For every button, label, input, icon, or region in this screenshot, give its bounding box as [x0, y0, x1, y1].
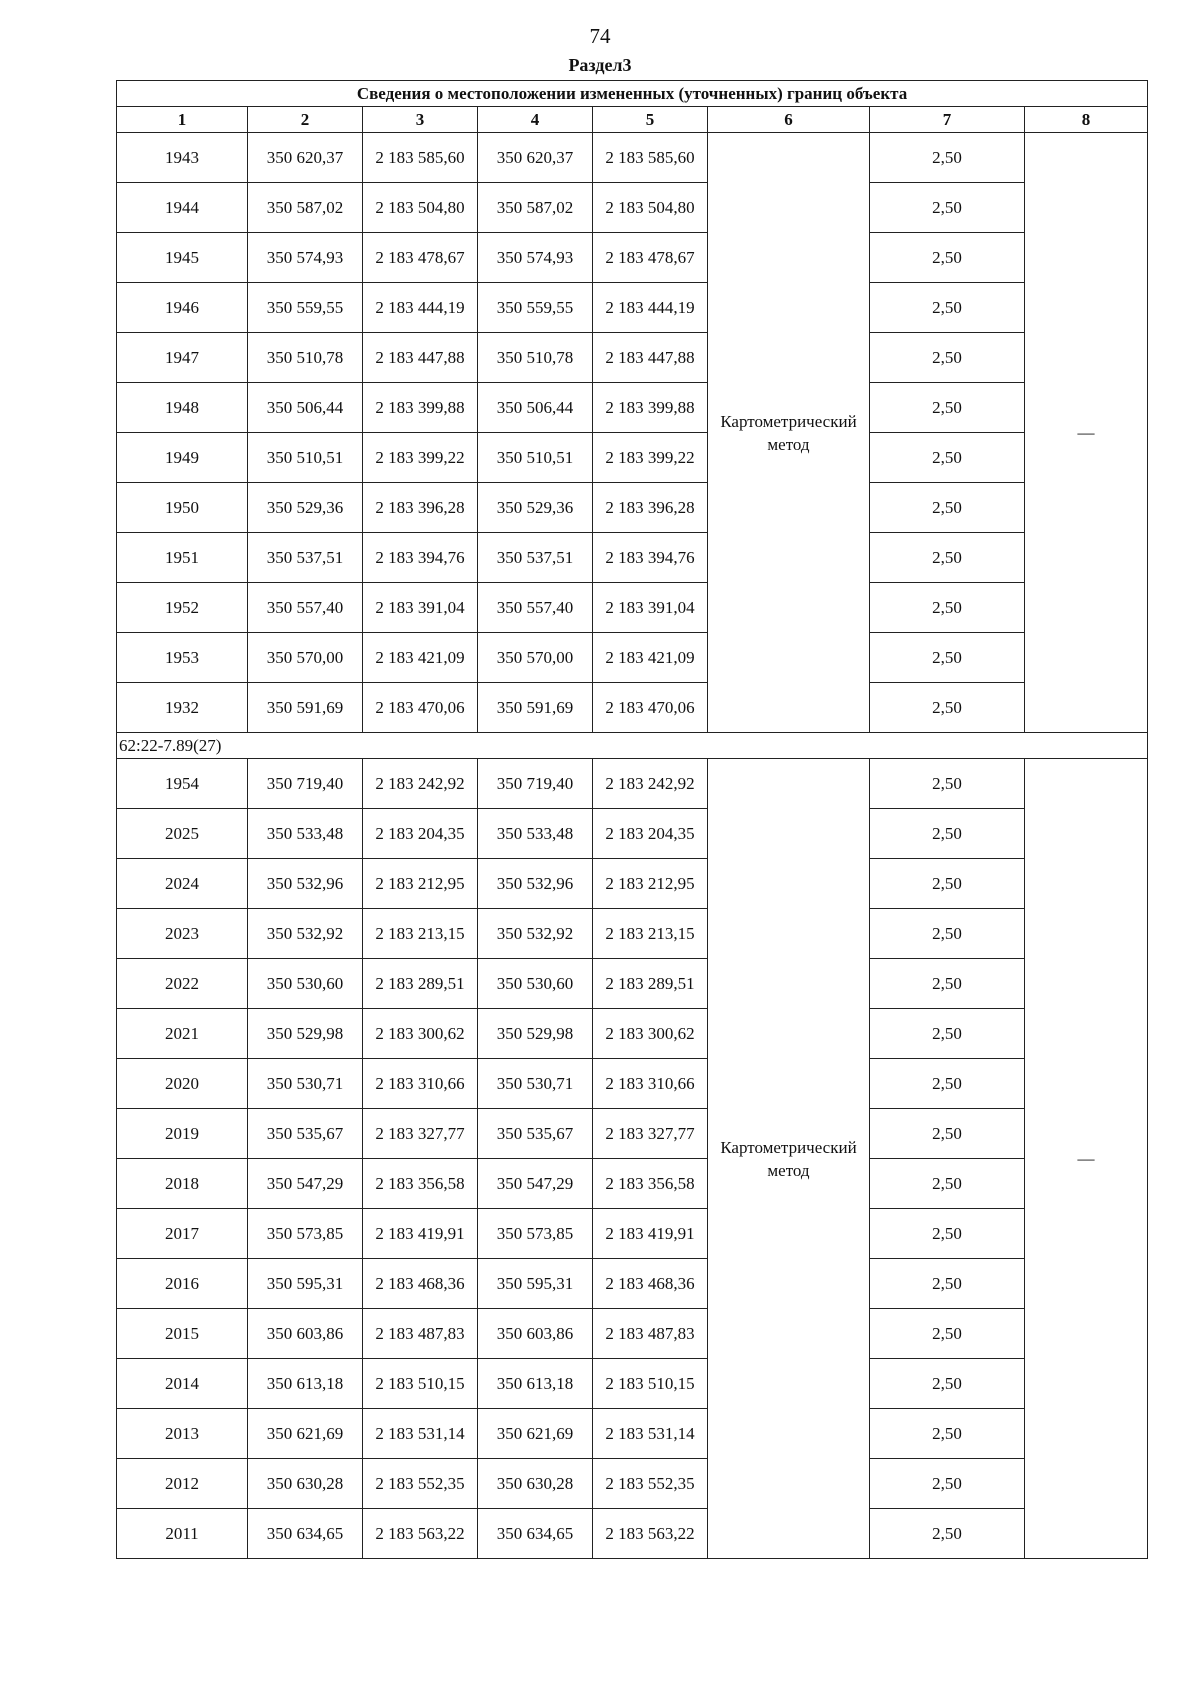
refined-x-cell: 350 620,37	[478, 133, 593, 183]
refined-y-cell: 2 183 391,04	[593, 583, 708, 633]
existing-x-cell: 350 559,55	[248, 283, 363, 333]
existing-y-cell: 2 183 421,09	[363, 633, 478, 683]
refined-x-cell: 350 573,85	[478, 1209, 593, 1259]
accuracy-cell: 2,50	[870, 133, 1025, 183]
existing-y-cell: 2 183 396,28	[363, 483, 478, 533]
existing-x-cell: 350 529,98	[248, 1009, 363, 1059]
existing-x-cell: 350 630,28	[248, 1459, 363, 1509]
refined-x-cell: 350 719,40	[478, 759, 593, 809]
refined-x-cell: 350 530,71	[478, 1059, 593, 1109]
existing-x-cell: 350 574,93	[248, 233, 363, 283]
existing-y-cell: 2 183 327,77	[363, 1109, 478, 1159]
point-number-cell: 1932	[117, 683, 248, 733]
existing-y-cell: 2 183 310,66	[363, 1059, 478, 1109]
table-row	[117, 1509, 1148, 1559]
accuracy-cell: 2,50	[870, 333, 1025, 383]
existing-y-cell: 2 183 552,35	[363, 1459, 478, 1509]
table-row	[117, 1259, 1148, 1309]
refined-y-cell: 2 183 356,58	[593, 1159, 708, 1209]
point-number-cell: 1947	[117, 333, 248, 383]
existing-x-cell: 350 591,69	[248, 683, 363, 733]
group-label-row	[117, 733, 1148, 759]
point-number-cell: 2015	[117, 1309, 248, 1359]
existing-y-cell: 2 183 394,76	[363, 533, 478, 583]
accuracy-cell: 2,50	[870, 433, 1025, 483]
accuracy-cell: 2,50	[870, 1109, 1025, 1159]
table-caption-row	[117, 81, 1148, 107]
existing-y-cell: 2 183 300,62	[363, 1009, 478, 1059]
column-header-8: 8	[1025, 107, 1148, 133]
existing-x-cell: 350 620,37	[248, 133, 363, 183]
refined-x-cell: 350 510,51	[478, 433, 593, 483]
existing-x-cell: 350 506,44	[248, 383, 363, 433]
table-row	[117, 633, 1148, 683]
accuracy-cell: 2,50	[870, 859, 1025, 909]
existing-y-cell: 2 183 399,22	[363, 433, 478, 483]
existing-x-cell: 350 719,40	[248, 759, 363, 809]
refined-y-cell: 2 183 289,51	[593, 959, 708, 1009]
column-header-1: 1	[117, 107, 248, 133]
point-number-cell: 2024	[117, 859, 248, 909]
table-row	[117, 1109, 1148, 1159]
existing-x-cell: 350 573,85	[248, 1209, 363, 1259]
refined-y-cell: 2 183 394,76	[593, 533, 708, 583]
table-row	[117, 283, 1148, 333]
point-number-cell: 1954	[117, 759, 248, 809]
refined-y-cell: 2 183 468,36	[593, 1259, 708, 1309]
existing-y-cell: 2 183 212,95	[363, 859, 478, 909]
refined-x-cell: 350 533,48	[478, 809, 593, 859]
table-row	[117, 233, 1148, 283]
existing-x-cell: 350 547,29	[248, 1159, 363, 1209]
accuracy-cell: 2,50	[870, 183, 1025, 233]
refined-x-cell: 350 510,78	[478, 333, 593, 383]
accuracy-cell: 2,50	[870, 283, 1025, 333]
table-row	[117, 1459, 1148, 1509]
refined-y-cell: 2 183 399,22	[593, 433, 708, 483]
column-header-2: 2	[248, 107, 363, 133]
refined-y-cell: 2 183 327,77	[593, 1109, 708, 1159]
existing-y-cell: 2 183 563,22	[363, 1509, 478, 1559]
method-cell	[708, 759, 870, 1559]
refined-y-cell: 2 183 531,14	[593, 1409, 708, 1459]
point-number-cell: 2017	[117, 1209, 248, 1259]
point-number-cell: 2025	[117, 809, 248, 859]
existing-y-cell: 2 183 487,83	[363, 1309, 478, 1359]
point-number-cell: 1946	[117, 283, 248, 333]
refined-x-cell: 350 529,36	[478, 483, 593, 533]
accuracy-cell: 2,50	[870, 1009, 1025, 1059]
accuracy-cell: 2,50	[870, 233, 1025, 283]
point-number-cell: 2023	[117, 909, 248, 959]
accuracy-cell: 2,50	[870, 809, 1025, 859]
existing-x-cell: 350 530,71	[248, 1059, 363, 1109]
existing-y-cell: 2 183 478,67	[363, 233, 478, 283]
method-cell	[708, 133, 870, 733]
refined-x-cell: 350 532,96	[478, 859, 593, 909]
existing-x-cell: 350 510,51	[248, 433, 363, 483]
refined-y-cell: 2 183 212,95	[593, 859, 708, 909]
existing-y-cell: 2 183 468,36	[363, 1259, 478, 1309]
point-number-cell: 2021	[117, 1009, 248, 1059]
existing-y-cell: 2 183 504,80	[363, 183, 478, 233]
existing-y-cell: 2 183 444,19	[363, 283, 478, 333]
refined-x-cell: 350 591,69	[478, 683, 593, 733]
existing-x-cell: 350 595,31	[248, 1259, 363, 1309]
refined-y-cell: 2 183 487,83	[593, 1309, 708, 1359]
section-title: Раздел3	[568, 55, 632, 75]
existing-y-cell: 2 183 510,15	[363, 1359, 478, 1409]
point-number-cell: 2011	[117, 1509, 248, 1559]
refined-y-cell: 2 183 563,22	[593, 1509, 708, 1559]
refined-x-cell: 350 574,93	[478, 233, 593, 283]
table-row	[117, 1059, 1148, 1109]
existing-x-cell: 350 587,02	[248, 183, 363, 233]
existing-y-cell: 2 183 399,88	[363, 383, 478, 433]
table-row	[117, 383, 1148, 433]
method-label: Картометрический метод	[720, 1137, 857, 1180]
accuracy-cell: 2,50	[870, 1359, 1025, 1409]
existing-y-cell: 2 183 531,14	[363, 1409, 478, 1459]
refined-y-cell: 2 183 310,66	[593, 1059, 708, 1109]
accuracy-cell: 2,50	[870, 383, 1025, 433]
note-cell: —	[1025, 133, 1148, 733]
existing-x-cell: 350 535,67	[248, 1109, 363, 1159]
point-number-cell: 2014	[117, 1359, 248, 1409]
refined-x-cell: 350 537,51	[478, 533, 593, 583]
column-header-4: 4	[478, 107, 593, 133]
accuracy-cell: 2,50	[870, 1309, 1025, 1359]
refined-y-cell: 2 183 421,09	[593, 633, 708, 683]
accuracy-cell: 2,50	[870, 483, 1025, 533]
accuracy-cell: 2,50	[870, 1059, 1025, 1109]
existing-x-cell: 350 537,51	[248, 533, 363, 583]
table-row	[117, 133, 1148, 183]
point-number-cell: 2012	[117, 1459, 248, 1509]
refined-y-cell: 2 183 585,60	[593, 133, 708, 183]
existing-x-cell: 350 533,48	[248, 809, 363, 859]
accuracy-cell: 2,50	[870, 1459, 1025, 1509]
refined-x-cell: 350 570,00	[478, 633, 593, 683]
point-number-cell: 1953	[117, 633, 248, 683]
existing-x-cell: 350 634,65	[248, 1509, 363, 1559]
refined-x-cell: 350 529,98	[478, 1009, 593, 1059]
column-header-3: 3	[363, 107, 478, 133]
existing-y-cell: 2 183 356,58	[363, 1159, 478, 1209]
existing-x-cell: 350 557,40	[248, 583, 363, 633]
note-cell: —	[1025, 759, 1148, 1559]
refined-y-cell: 2 183 399,88	[593, 383, 708, 433]
accuracy-cell: 2,50	[870, 1159, 1025, 1209]
table-row	[117, 959, 1148, 1009]
column-header-5: 5	[593, 107, 708, 133]
point-number-cell: 1951	[117, 533, 248, 583]
column-header-7: 7	[870, 107, 1025, 133]
refined-y-cell: 2 183 552,35	[593, 1459, 708, 1509]
point-number-cell: 2019	[117, 1109, 248, 1159]
refined-y-cell: 2 183 478,67	[593, 233, 708, 283]
table-row	[117, 683, 1148, 733]
point-number-cell: 2013	[117, 1409, 248, 1459]
accuracy-cell: 2,50	[870, 583, 1025, 633]
refined-x-cell: 350 535,67	[478, 1109, 593, 1159]
point-number-cell: 1950	[117, 483, 248, 533]
table-row	[117, 583, 1148, 633]
table-row	[117, 1309, 1148, 1359]
refined-x-cell: 350 547,29	[478, 1159, 593, 1209]
column-header-6: 6	[708, 107, 870, 133]
table-row	[117, 1209, 1148, 1259]
table-row	[117, 809, 1148, 859]
table-row	[117, 859, 1148, 909]
point-number-cell: 1949	[117, 433, 248, 483]
point-number-cell: 2018	[117, 1159, 248, 1209]
refined-y-cell: 2 183 300,62	[593, 1009, 708, 1059]
refined-y-cell: 2 183 447,88	[593, 333, 708, 383]
existing-x-cell: 350 510,78	[248, 333, 363, 383]
refined-y-cell: 2 183 504,80	[593, 183, 708, 233]
refined-x-cell: 350 557,40	[478, 583, 593, 633]
point-number-cell: 2022	[117, 959, 248, 1009]
page-number: 74	[589, 24, 611, 48]
method-label: Картометрический метод	[720, 411, 857, 454]
existing-y-cell: 2 183 204,35	[363, 809, 478, 859]
existing-y-cell: 2 183 447,88	[363, 333, 478, 383]
refined-y-cell: 2 183 396,28	[593, 483, 708, 533]
refined-y-cell: 2 183 470,06	[593, 683, 708, 733]
refined-x-cell: 350 613,18	[478, 1359, 593, 1409]
table-row	[117, 1009, 1148, 1059]
point-number-cell: 2020	[117, 1059, 248, 1109]
point-number-cell: 1952	[117, 583, 248, 633]
table-row	[117, 1409, 1148, 1459]
refined-x-cell: 350 603,86	[478, 1309, 593, 1359]
accuracy-cell: 2,50	[870, 909, 1025, 959]
refined-x-cell: 350 506,44	[478, 383, 593, 433]
refined-x-cell: 350 630,28	[478, 1459, 593, 1509]
accuracy-cell: 2,50	[870, 1259, 1025, 1309]
refined-y-cell: 2 183 419,91	[593, 1209, 708, 1259]
refined-x-cell: 350 559,55	[478, 283, 593, 333]
table-row	[117, 533, 1148, 583]
table-row	[117, 1159, 1148, 1209]
group-label: 62:22-7.89(27)	[117, 733, 1148, 759]
accuracy-cell: 2,50	[870, 633, 1025, 683]
table-row	[117, 183, 1148, 233]
existing-x-cell: 350 532,96	[248, 859, 363, 909]
table-row	[117, 333, 1148, 383]
point-number-cell: 1943	[117, 133, 248, 183]
refined-y-cell: 2 183 242,92	[593, 759, 708, 809]
accuracy-cell: 2,50	[870, 1509, 1025, 1559]
point-number-cell: 1948	[117, 383, 248, 433]
existing-y-cell: 2 183 213,15	[363, 909, 478, 959]
accuracy-cell: 2,50	[870, 1409, 1025, 1459]
refined-x-cell: 350 530,60	[478, 959, 593, 1009]
refined-y-cell: 2 183 510,15	[593, 1359, 708, 1409]
refined-x-cell: 350 634,65	[478, 1509, 593, 1559]
table-row	[117, 1359, 1148, 1409]
existing-x-cell: 350 529,36	[248, 483, 363, 533]
existing-y-cell: 2 183 242,92	[363, 759, 478, 809]
refined-x-cell: 350 621,69	[478, 1409, 593, 1459]
accuracy-cell: 2,50	[870, 683, 1025, 733]
existing-x-cell: 350 532,92	[248, 909, 363, 959]
existing-y-cell: 2 183 419,91	[363, 1209, 478, 1259]
accuracy-cell: 2,50	[870, 759, 1025, 809]
boundary-coordinates-table	[116, 80, 1148, 1559]
existing-y-cell: 2 183 470,06	[363, 683, 478, 733]
table-row	[117, 483, 1148, 533]
refined-x-cell: 350 587,02	[478, 183, 593, 233]
existing-x-cell: 350 530,60	[248, 959, 363, 1009]
existing-x-cell: 350 613,18	[248, 1359, 363, 1409]
existing-x-cell: 350 603,86	[248, 1309, 363, 1359]
table-caption: Сведения о местоположении измененных (уточненных) границ объекта	[117, 81, 1148, 107]
column-header-row	[117, 107, 1148, 133]
refined-y-cell: 2 183 204,35	[593, 809, 708, 859]
existing-y-cell: 2 183 585,60	[363, 133, 478, 183]
refined-x-cell: 350 532,92	[478, 909, 593, 959]
table-row	[117, 909, 1148, 959]
existing-y-cell: 2 183 289,51	[363, 959, 478, 1009]
accuracy-cell: 2,50	[870, 959, 1025, 1009]
accuracy-cell: 2,50	[870, 533, 1025, 583]
accuracy-cell: 2,50	[870, 1209, 1025, 1259]
point-number-cell: 1944	[117, 183, 248, 233]
table-row	[117, 433, 1148, 483]
refined-y-cell: 2 183 213,15	[593, 909, 708, 959]
refined-x-cell: 350 595,31	[478, 1259, 593, 1309]
existing-x-cell: 350 621,69	[248, 1409, 363, 1459]
refined-y-cell: 2 183 444,19	[593, 283, 708, 333]
existing-x-cell: 350 570,00	[248, 633, 363, 683]
point-number-cell: 1945	[117, 233, 248, 283]
existing-y-cell: 2 183 391,04	[363, 583, 478, 633]
table-row	[117, 759, 1148, 809]
point-number-cell: 2016	[117, 1259, 248, 1309]
